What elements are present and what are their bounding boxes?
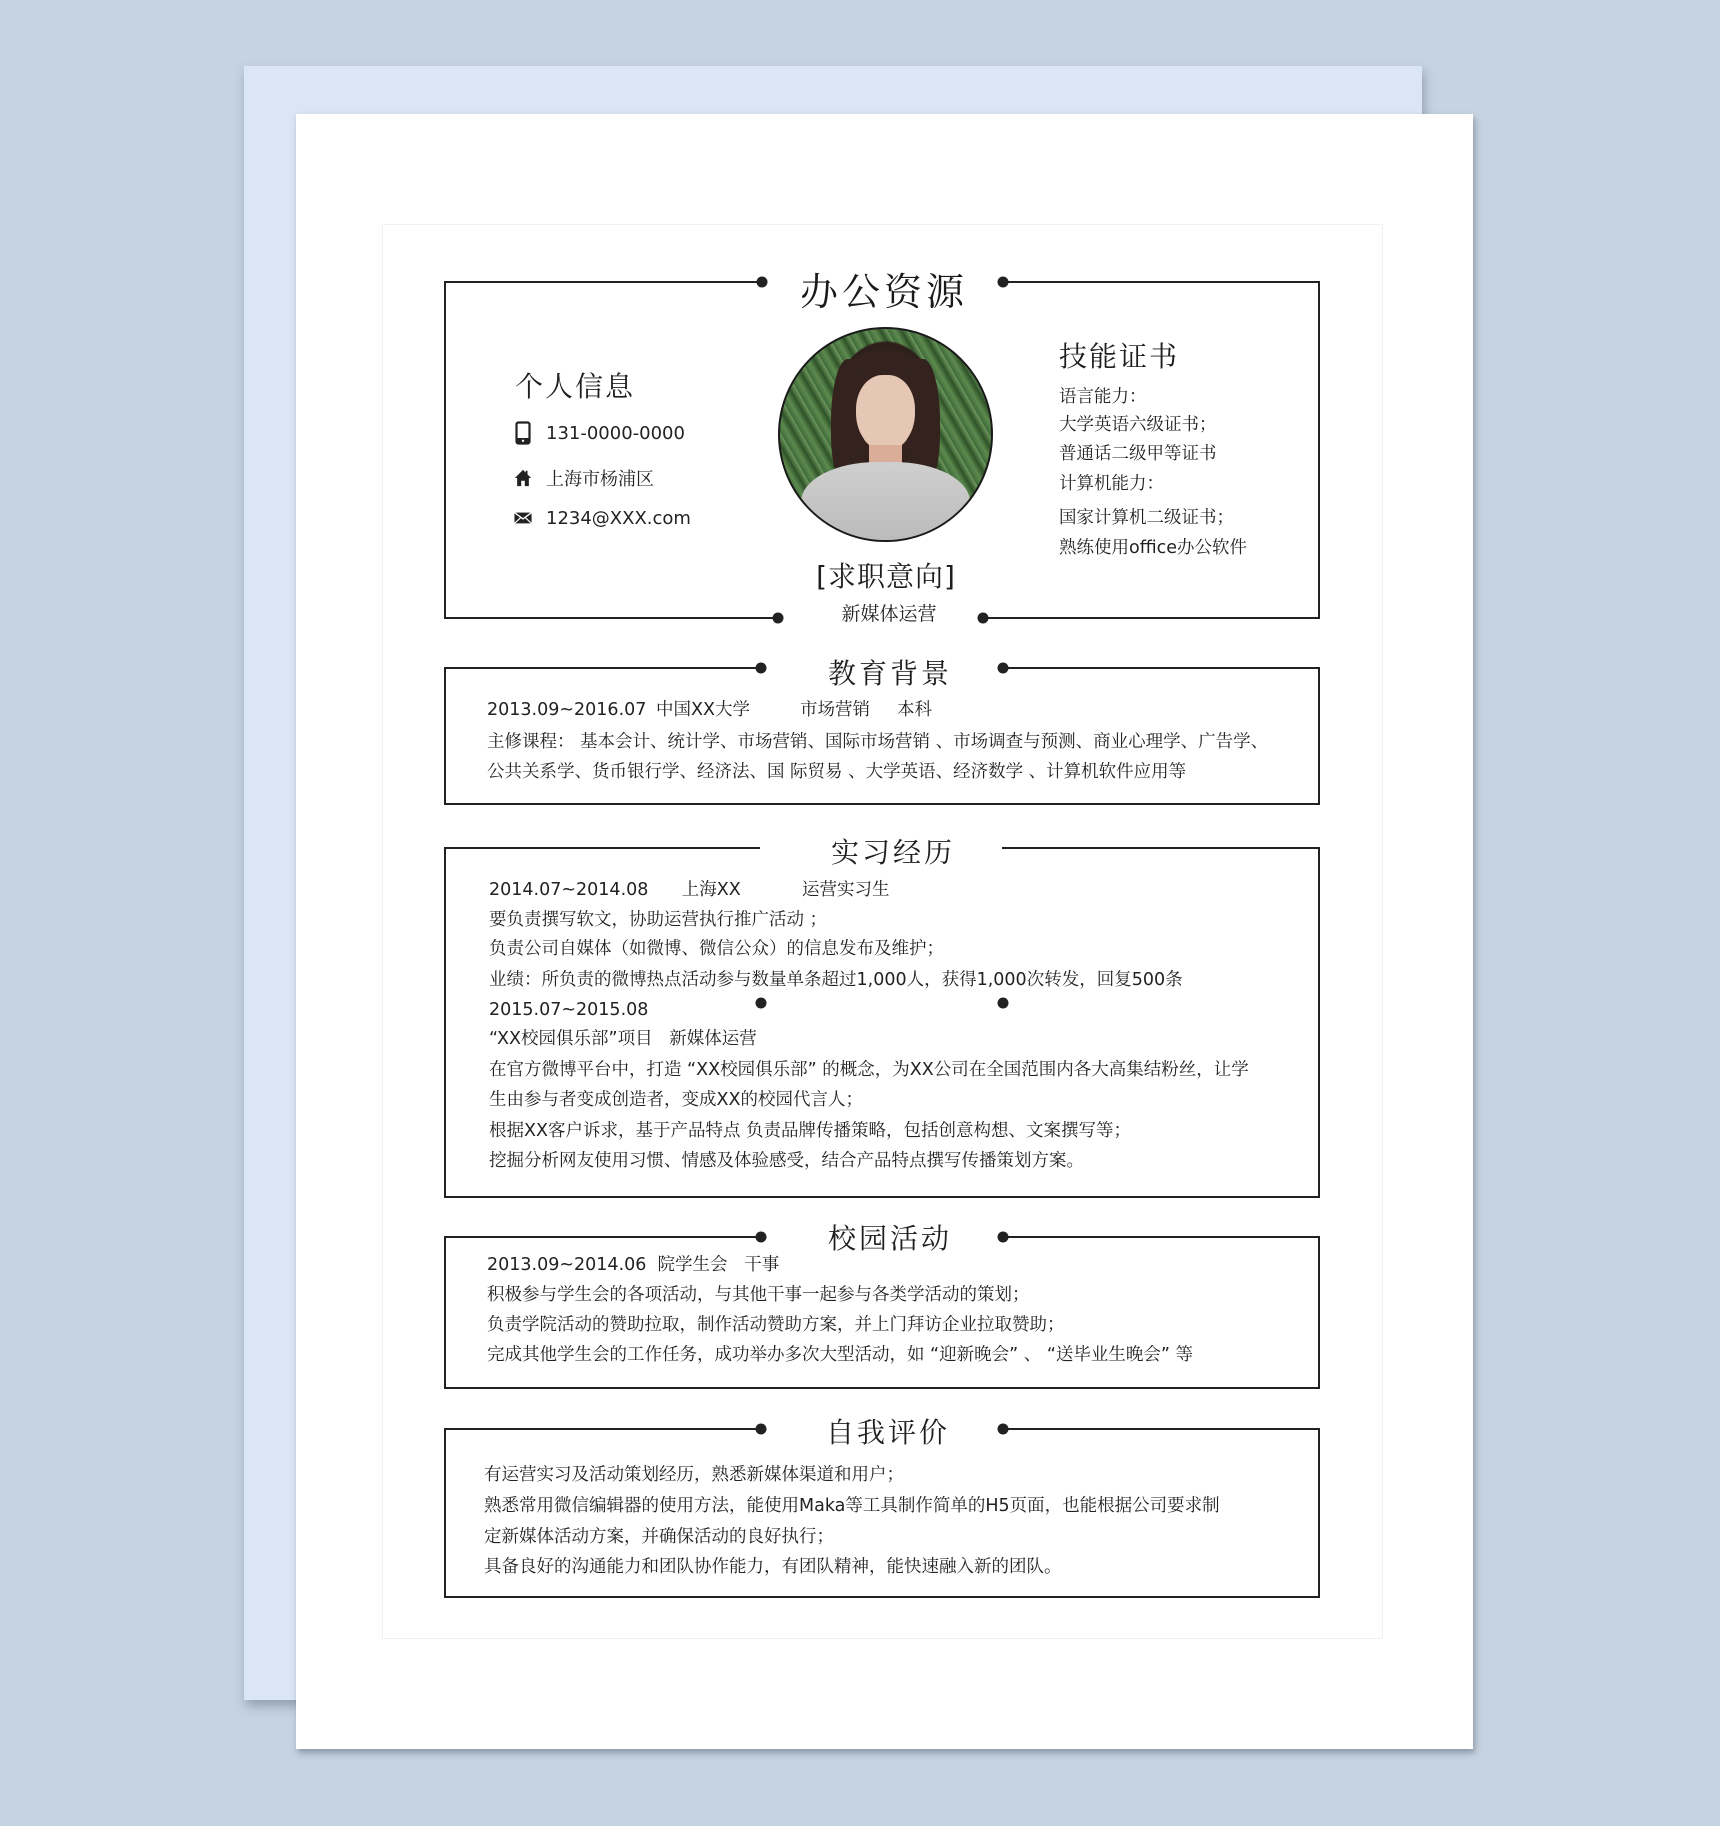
- box-border-bottom: [444, 803, 1320, 805]
- box-border-left: [444, 847, 446, 1198]
- resume-title: 办公资源: [799, 270, 969, 314]
- self-evaluation-line: 具备良好的沟通能力和团队协作能力，有团队精神，能快速融入新的团队。: [484, 1557, 1062, 1577]
- box-border-bottom: [444, 1387, 1320, 1389]
- education-period: 2013.09~2016.07: [487, 700, 647, 720]
- divider-dot: [773, 613, 784, 624]
- skills-line: 语言能力：: [1059, 387, 1147, 407]
- education-courses: 主修课程： 基本会计、统计学、市场营销、国际市场营销 、市场调查与预测、商业心理学、广告学、: [487, 732, 1269, 752]
- skills-line: 国家计算机二级证书；: [1059, 508, 1234, 528]
- job-intention-heading: [求职意向]: [816, 560, 956, 593]
- box-border-left: [444, 1428, 446, 1598]
- skills-line: 计算机能力：: [1059, 474, 1164, 494]
- self-evaluation-line: 定新媒体活动方案，并确保活动的良好执行；: [484, 1527, 834, 1547]
- internship-line: 要负责撰写软文，协助运营执行推广活动 ；: [489, 910, 828, 930]
- box-border-left: [444, 667, 446, 805]
- education-school: 中国XX大学: [656, 700, 750, 720]
- mail-icon: [514, 507, 532, 529]
- divider-line: [1003, 281, 1320, 283]
- internship-line: 根据XX客户诉求，基于产品特点 负责品牌传播策略，包括创意构想、文案撰写等；: [489, 1121, 1132, 1141]
- email-address: 1234@XXX.com: [546, 507, 691, 529]
- internship-line: 负责公司自媒体（如微博、微信公众）的信息发布及维护；: [489, 939, 944, 959]
- divider-line: [1003, 1236, 1320, 1238]
- stray-dot: [998, 998, 1009, 1009]
- skills-line: 大学英语六级证书；: [1059, 415, 1217, 435]
- box-border-right: [1318, 667, 1320, 805]
- divider-dot: [757, 277, 768, 288]
- divider-line: [1003, 1428, 1320, 1430]
- divider-line: [445, 667, 761, 669]
- box-border-right: [1318, 1236, 1320, 1389]
- divider-dot: [756, 663, 767, 674]
- phone-number: 131-0000-0000: [546, 422, 685, 444]
- internship-line: 2014.07~2014.08 上海XX 运营实习生: [489, 880, 890, 900]
- internship-line: 挖掘分析网友使用习惯、情感及体验感受，结合产品特点撰写传播策划方案。: [489, 1151, 1084, 1171]
- education-degree: 本科: [897, 700, 932, 720]
- skills-heading: 技能证书: [1059, 340, 1180, 373]
- personal-info-heading: 个人信息: [515, 370, 636, 403]
- campus-line: 负责学院活动的赞助拉取，制作活动赞助方案，并上门拜访企业拉取赞助；: [487, 1315, 1065, 1335]
- campus-line: 2013.09~2014.06 院学生会 干事: [487, 1255, 780, 1275]
- self-evaluation-heading: 自我评价: [825, 1416, 951, 1449]
- home-icon: [514, 467, 532, 489]
- box-border-bottom: [444, 1196, 1320, 1198]
- box-border-right: [1318, 1428, 1320, 1598]
- self-evaluation-line: 有运营实习及活动策划经历，熟悉新媒体渠道和用户；: [484, 1465, 904, 1485]
- internship-line: “XX校园俱乐部”项目 新媒体运营: [489, 1029, 757, 1049]
- divider-line: [445, 1236, 761, 1238]
- divider-line: [1003, 667, 1320, 669]
- internship-heading: 实习经历: [830, 836, 956, 869]
- education-heading: 教育背景: [827, 657, 953, 690]
- box-border-left: [444, 1236, 446, 1389]
- address: 上海市杨浦区: [546, 469, 654, 490]
- divider-dot: [756, 1424, 767, 1435]
- box-border-right: [1318, 281, 1320, 619]
- divider-line: [1002, 847, 1320, 849]
- divider-dot: [756, 1232, 767, 1243]
- divider-line: [445, 1428, 761, 1430]
- address-row: [514, 465, 654, 491]
- divider-line: [983, 617, 1320, 619]
- internship-line: 生由参与者变成创造者，变成XX的校园代言人；: [489, 1090, 863, 1110]
- education-major: 市场营销: [800, 700, 870, 720]
- divider-line: [445, 847, 760, 849]
- internship-line: 业绩：所负责的微博热点活动参与数量单条超过1,000人，获得1,000次转发，回复500条: [489, 970, 1183, 990]
- job-intention-value: 新媒体运营: [841, 603, 937, 625]
- self-evaluation-line: 熟悉常用微信编辑器的使用方法，能使用Maka等工具制作简单的H5页面，也能根据公司要求制: [484, 1496, 1220, 1516]
- skills-line: 熟练使用office办公软件: [1059, 538, 1248, 558]
- box-border-bottom: [444, 1596, 1320, 1598]
- internship-line: 在官方微博平台中，打造 “XX校园俱乐部” 的概念，为XX公司在全国范围内各大高集结粉丝，让学: [489, 1060, 1249, 1080]
- stray-dot: [756, 998, 767, 1009]
- email-row: [514, 507, 691, 529]
- box-border-right: [1318, 847, 1320, 1198]
- profile-photo: [778, 327, 993, 542]
- box-border-left: [444, 281, 446, 619]
- phone-row: [514, 422, 685, 444]
- internship-line: 2015.07~2015.08: [489, 1000, 649, 1020]
- education-courses: 公共关系学、货币银行学、经济法、国 际贸易 、大学英语、经济数学 、计算机软件应用等: [487, 762, 1187, 782]
- skills-line: 普通话二级甲等证书: [1059, 444, 1217, 464]
- divider-line: [445, 617, 778, 619]
- campus-line: 积极参与学生会的各项活动，与其他干事一起参与各类学活动的策划；: [487, 1285, 1030, 1305]
- phone-icon: [514, 422, 532, 444]
- campus-line: 完成其他学生会的工作任务，成功举办多次大型活动，如 “迎新晚会” 、 “送毕业生晚会” 等: [487, 1345, 1194, 1365]
- divider-line: [445, 281, 762, 283]
- campus-heading: 校园活动: [827, 1222, 953, 1255]
